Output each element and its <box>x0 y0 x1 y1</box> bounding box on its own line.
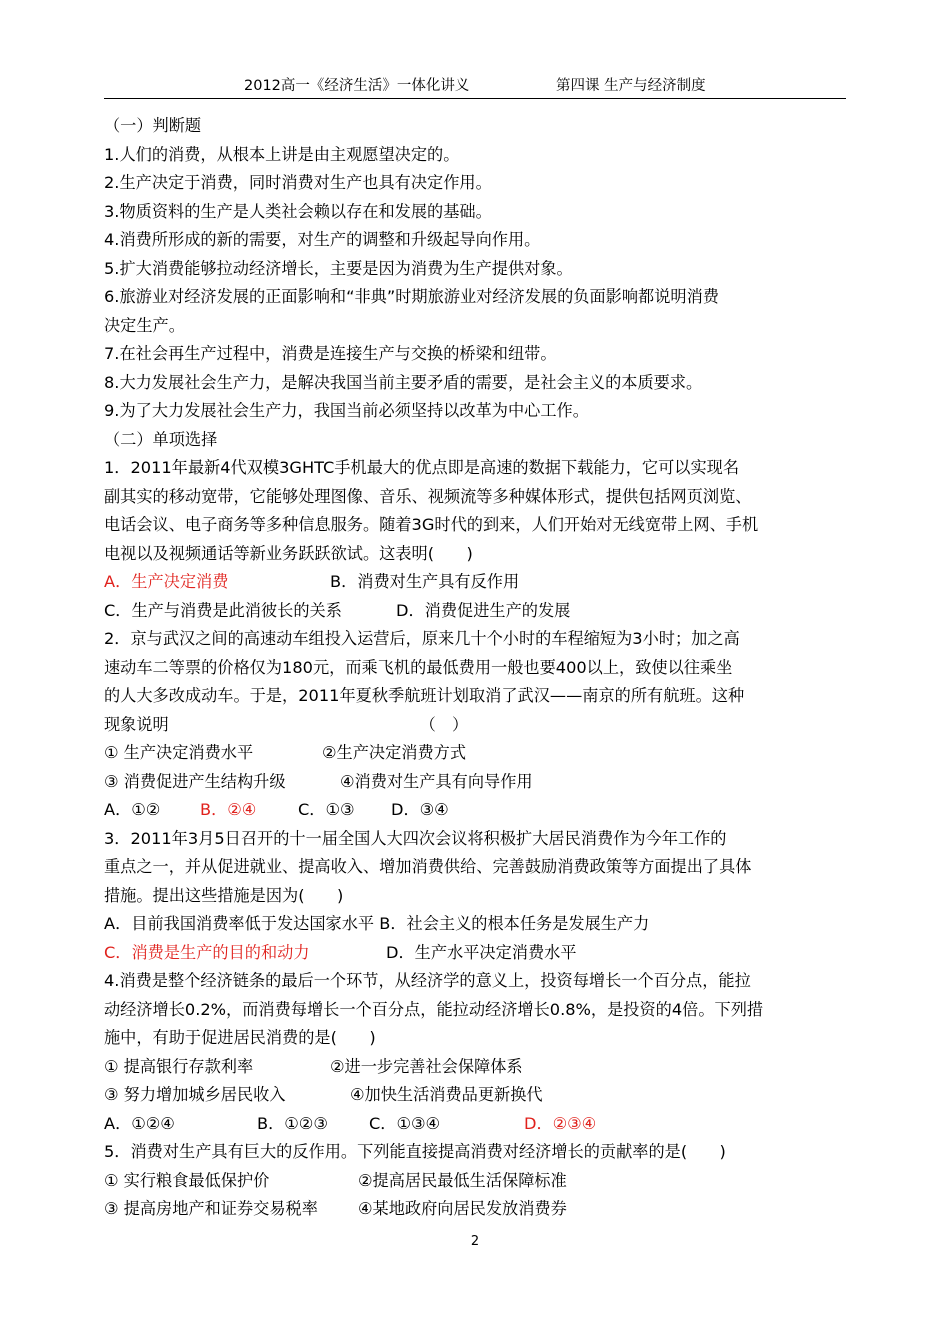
q5-statement-1: ① 实行粮食最低保护价 <box>104 1170 270 1190</box>
q1-options-cd <box>104 597 846 626</box>
q4-statement-2: ②进一步完善社会保障体系 <box>330 1056 523 1076</box>
q1-line: 1．2011年最新4代双模3GHTC手机最大的优点即是高速的数据下载能力，它可以实现名 <box>104 458 740 477</box>
q5-line: 5．消费对生产具有巨大的反作用。下列能直接提高消费对经济增长的贡献率的是( ) <box>104 1142 726 1161</box>
q4-statement-4: ④加快生活消费品更新换代 <box>350 1085 543 1104</box>
q4-statement-1: ① 提高银行存款利率 <box>104 1056 254 1076</box>
q3-line: 措施。提出这些措施是因为( ) <box>104 885 344 905</box>
q4-statements-34 <box>104 1081 846 1110</box>
q2-statements-12 <box>104 739 846 768</box>
q3-option-c-answer: C．消费是生产的目的和动力 <box>104 942 310 962</box>
q2-statement-3: ③ 消费促进产生结构升级 <box>104 771 286 791</box>
q2-option-a: A．①② <box>104 800 161 819</box>
q4-option-c: C．①③④ <box>369 1113 441 1133</box>
q4-option-a: A．①②④ <box>104 1113 175 1133</box>
judge-item-1: 1.人们的消费，从根本上讲是由主观愿望决定的。 <box>104 144 460 164</box>
judge-item-6-cont: 决定生产。 <box>104 315 185 335</box>
q4-line: 动经济增长0.2%，而消费每增长一个百分点，能拉动经济增长0.8%，是投资的4倍。下列措 <box>104 999 764 1019</box>
q1-line: 电视以及视频通话等新业务跃跃欲试。这表明( ) <box>104 543 473 563</box>
q2-line: 速动车二等票的价格仅为180元，而乘飞机的最低费用一般也要400以上，致使以往乘坐 <box>104 657 733 677</box>
q5-statements-34 <box>104 1195 846 1224</box>
q1-option-d: D．消费促进生产的发展 <box>396 600 571 620</box>
q3-option-d: D．生产水平决定消费水平 <box>386 942 577 962</box>
q2-statement-1: ① 生产决定消费水平 <box>104 743 254 762</box>
q4-option-d-answer: D．②③④ <box>524 1113 597 1133</box>
judge-item-9: 9.为了大力发展社会生产力，我国当前必须坚持以改革为中心工作。 <box>104 401 589 420</box>
q4-line: 4.消费是整个经济链条的最后一个环节，从经济学的意义上，投资每增长一个百分点，能拉 <box>104 971 751 990</box>
q2-statement-2: ②生产决定消费方式 <box>322 743 467 762</box>
document-body <box>104 112 846 1224</box>
q2-line: 的人大多改成动车。于是，2011年夏秋季航班计划取消了武汉——南京的所有航班。这种 <box>104 686 745 705</box>
q4-options <box>104 1110 846 1139</box>
q3-options-ab: A．目前我国消费率低于发达国家水平 B．社会主义的根本任务是发展生产力 <box>104 914 650 933</box>
q4-statements-12 <box>104 1053 846 1082</box>
section-choice-title: （二）单项选择 <box>104 429 218 449</box>
q5-statements-12 <box>104 1167 846 1196</box>
q1-line: 副其实的移动宽带，它能够处理图像、音乐、视频流等多种媒体形式，提供包括网页浏览、 <box>104 486 752 506</box>
q2-line: 2．京与武汉之间的高速动车组投入运营后，原来几十个小时的车程缩短为3小时；加之高 <box>104 629 740 648</box>
q3-line: 3．2011年3月5日召开的十一届全国人大四次会议将积极扩大居民消费作为今年工作的 <box>104 828 727 848</box>
section-judge-title: （一）判断题 <box>104 116 202 135</box>
q5-statement-2: ②提高居民最低生活保障标准 <box>358 1170 567 1190</box>
header-lesson: 第四课 生产与经济制度 <box>556 78 706 94</box>
judge-item-6: 6.旅游业对经济发展的正面影响和“非典”时期旅游业对经济发展的负面影响都说明消费 <box>104 287 719 306</box>
q1-option-a-answer: A．生产决定消费 <box>104 572 229 591</box>
q3-options-cd <box>104 939 846 968</box>
q1-option-b: B．消费对生产具有反作用 <box>330 572 520 591</box>
q2-option-c: C．①③ <box>298 800 355 819</box>
q2-line: 现象说明 （ ） <box>104 714 469 734</box>
judge-item-8: 8.大力发展社会生产力，是解决我国当前主要矛盾的需要，是社会主义的本质要求。 <box>104 372 703 392</box>
q5-statement-3: ③ 提高房地产和证券交易税率 <box>104 1199 318 1218</box>
q4-statement-3: ③ 努力增加城乡居民收入 <box>104 1085 286 1104</box>
page-number: 2 <box>470 1234 480 1249</box>
page-header <box>104 76 846 99</box>
judge-item-4: 4.消费所形成的新的需要，对生产的调整和升级起导向作用。 <box>104 230 541 249</box>
q2-option-b-answer: B．②④ <box>200 800 257 819</box>
q4-line: 施中，有助于促进居民消费的是( ) <box>104 1028 376 1047</box>
q2-options <box>104 796 846 825</box>
q3-line: 重点之一，并从促进就业、提高收入、增加消费供给、完善鼓励消费政策等方面提出了具体 <box>104 857 752 876</box>
q2-statements-34 <box>104 768 846 797</box>
q2-option-d: D．③④ <box>391 800 449 819</box>
judge-item-7: 7.在社会再生产过程中，消费是连接生产与交换的桥梁和纽带。 <box>104 344 557 363</box>
q5-statement-4: ④某地政府向居民发放消费券 <box>358 1199 567 1218</box>
judge-item-5: 5.扩大消费能够拉动经济增长，主要是因为消费为生产提供对象。 <box>104 258 573 278</box>
q1-line: 电话会议、电子商务等多种信息服务。随着3G时代的到来，人们开始对无线宽带上网、手机 <box>104 515 759 534</box>
q1-option-c: C．生产与消费是此消彼长的关系 <box>104 600 342 620</box>
q1-options-ab <box>104 568 846 597</box>
q4-option-b: B．①②③ <box>257 1113 328 1133</box>
judge-item-3: 3.物质资料的生产是人类社会赖以存在和发展的基础。 <box>104 201 492 221</box>
q2-statement-4: ④消费对生产具有向导作用 <box>340 771 533 791</box>
judge-item-2: 2.生产决定于消费，同时消费对生产也具有决定作用。 <box>104 173 492 192</box>
header-title: 2012高一《经济生活》一体化讲义 <box>244 78 470 94</box>
